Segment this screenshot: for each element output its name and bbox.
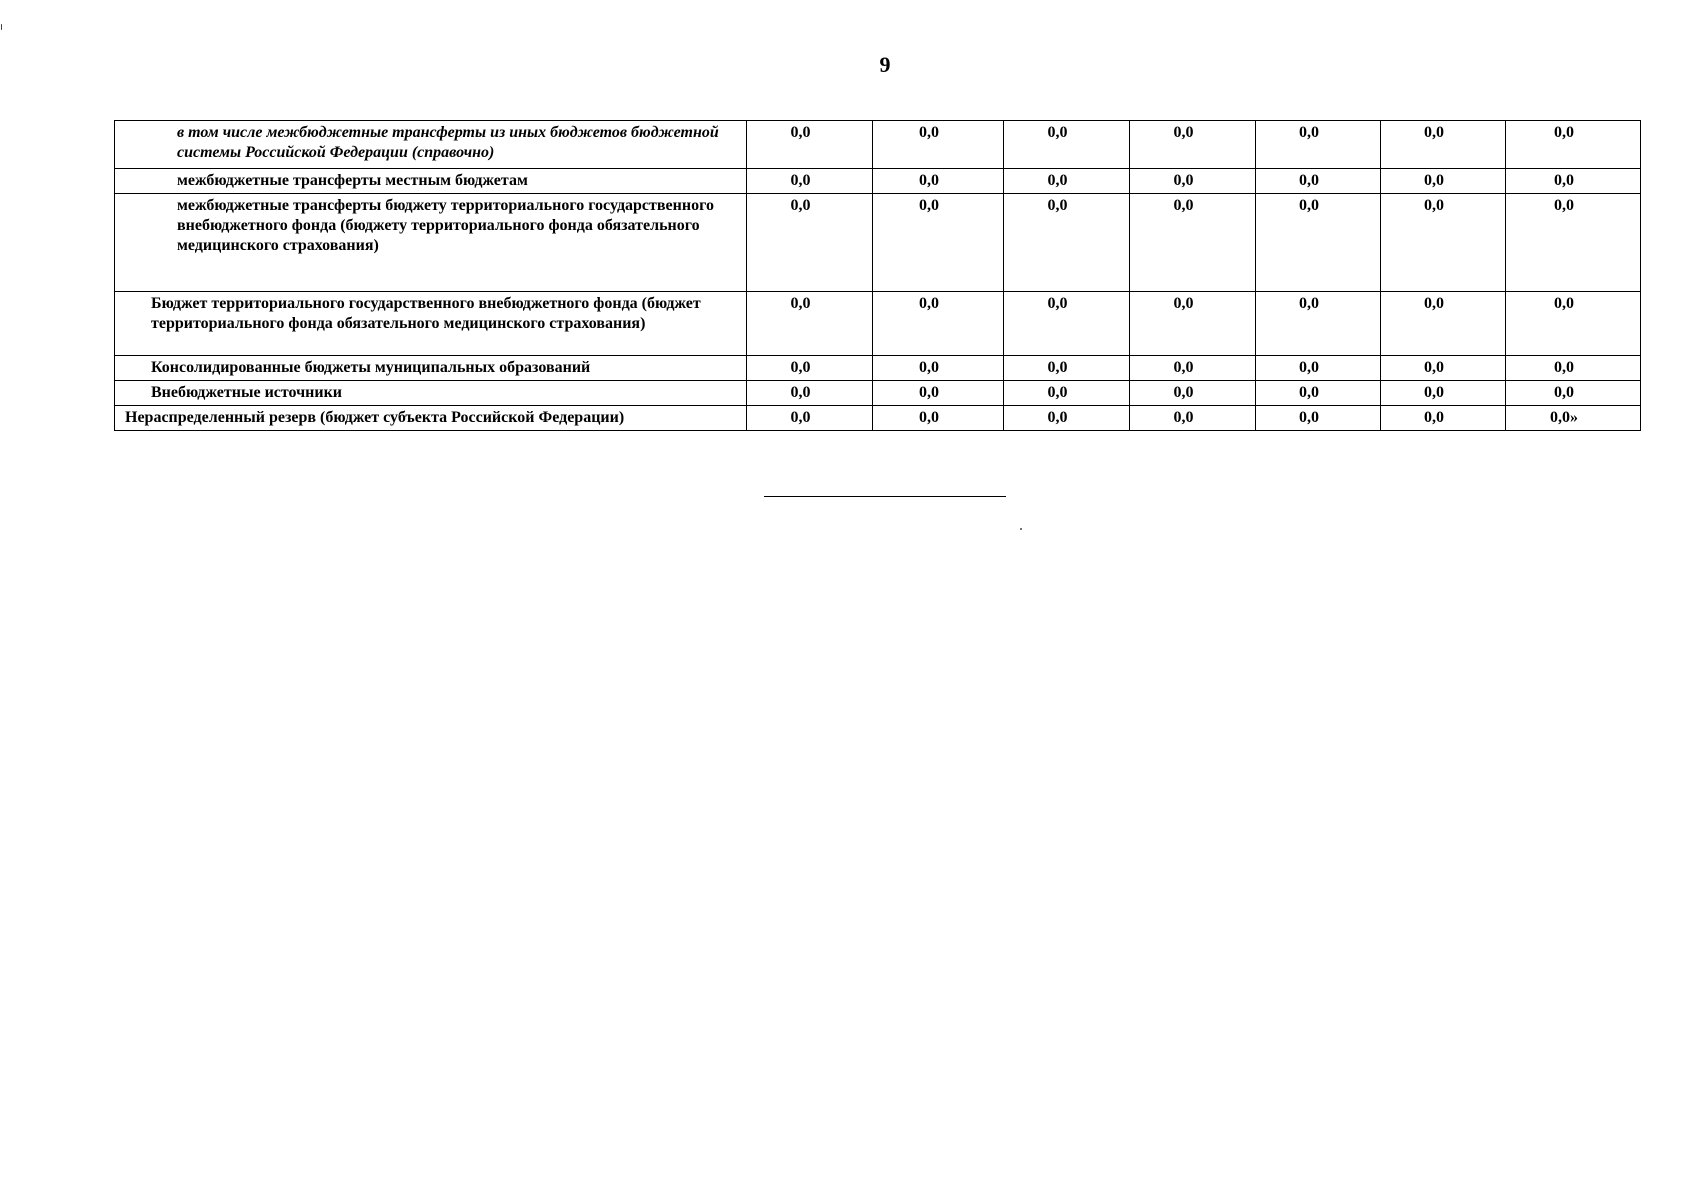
row-value: 0,0 (747, 406, 873, 431)
row-value: 0,0 (1381, 406, 1506, 431)
row-value: 0,0 (1130, 169, 1256, 194)
table-row (115, 194, 1641, 292)
row-value: 0,0 (1256, 406, 1381, 431)
row-value: 0,0 (1381, 292, 1506, 356)
row-value: 0,0 (1506, 292, 1641, 356)
row-value: 0,0 (1130, 381, 1256, 406)
row-value: 0,0 (1256, 194, 1381, 292)
row-value: 0,0 (1130, 406, 1256, 431)
row-value: 0,0 (1004, 292, 1130, 356)
row-label: Внебюджетные источники (115, 381, 747, 406)
row-value: 0,0 (747, 194, 873, 292)
row-label: Нераспределенный резерв (бюджет субъекта Российской Федерации) (115, 406, 747, 431)
row-value: 0,0 (1506, 169, 1641, 194)
page-number: 9 (879, 52, 891, 77)
row-value: 0,0 (1256, 292, 1381, 356)
row-value: 0,0 (747, 292, 873, 356)
row-value: 0,0 (1130, 194, 1256, 292)
row-value: 0,0 (1256, 121, 1381, 169)
closing-rule (764, 496, 1006, 497)
row-value: 0,0» (1506, 406, 1641, 431)
row-value: 0,0 (873, 121, 1004, 169)
row-value: 0,0 (873, 406, 1004, 431)
table-row (115, 292, 1641, 356)
row-value: 0,0 (1506, 381, 1641, 406)
row-value: 0,0 (747, 356, 873, 381)
row-value: 0,0 (1381, 194, 1506, 292)
row-value: 0,0 (1004, 121, 1130, 169)
row-value: 0,0 (873, 381, 1004, 406)
table-body (115, 121, 1641, 431)
row-value: 0,0 (1256, 356, 1381, 381)
row-value: 0,0 (1130, 292, 1256, 356)
row-value: 0,0 (1256, 381, 1381, 406)
row-value: 0,0 (873, 356, 1004, 381)
row-value: 0,0 (873, 292, 1004, 356)
budget-table (114, 120, 1641, 431)
row-label: Консолидированные бюджеты муниципальных образований (115, 356, 747, 381)
row-value: 0,0 (873, 194, 1004, 292)
row-value: 0,0 (1004, 169, 1130, 194)
table-row (115, 169, 1641, 194)
table-row (115, 121, 1641, 169)
row-label: межбюджетные трансферты бюджету территориального государственного внебюджетного фонда (бюджету территориального фонда обязательного медицинского страхования) (115, 194, 747, 292)
row-label: в том числе межбюджетные трансферты из иных бюджетов бюджетной системы Российской Федерации (справочно) (115, 121, 747, 169)
row-value: 0,0 (1004, 356, 1130, 381)
row-value: 0,0 (1004, 194, 1130, 292)
row-value: 0,0 (1506, 356, 1641, 381)
row-label: межбюджетные трансферты местным бюджетам (115, 169, 747, 194)
table-row (115, 406, 1641, 431)
row-value: 0,0 (1381, 356, 1506, 381)
row-value: 0,0 (1004, 381, 1130, 406)
row-value: 0,0 (1381, 121, 1506, 169)
row-value: 0,0 (1004, 406, 1130, 431)
row-value: 0,0 (747, 121, 873, 169)
row-value: 0,0 (1506, 194, 1641, 292)
row-value: 0,0 (1506, 121, 1641, 169)
table-row (115, 381, 1641, 406)
row-value: 0,0 (1381, 381, 1506, 406)
row-value: 0,0 (747, 381, 873, 406)
row-value: 0,0 (1256, 169, 1381, 194)
row-value: 0,0 (1130, 121, 1256, 169)
scan-speck (1, 24, 2, 30)
row-value: 0,0 (1381, 169, 1506, 194)
table-row (115, 356, 1641, 381)
scan-speck (1020, 528, 1022, 530)
row-value: 0,0 (873, 169, 1004, 194)
row-label: Бюджет территориального государственного внебюджетного фонда (бюджет территориального фонда обязательного медицинского страхования) (115, 292, 747, 356)
row-value: 0,0 (747, 169, 873, 194)
row-value: 0,0 (1130, 356, 1256, 381)
